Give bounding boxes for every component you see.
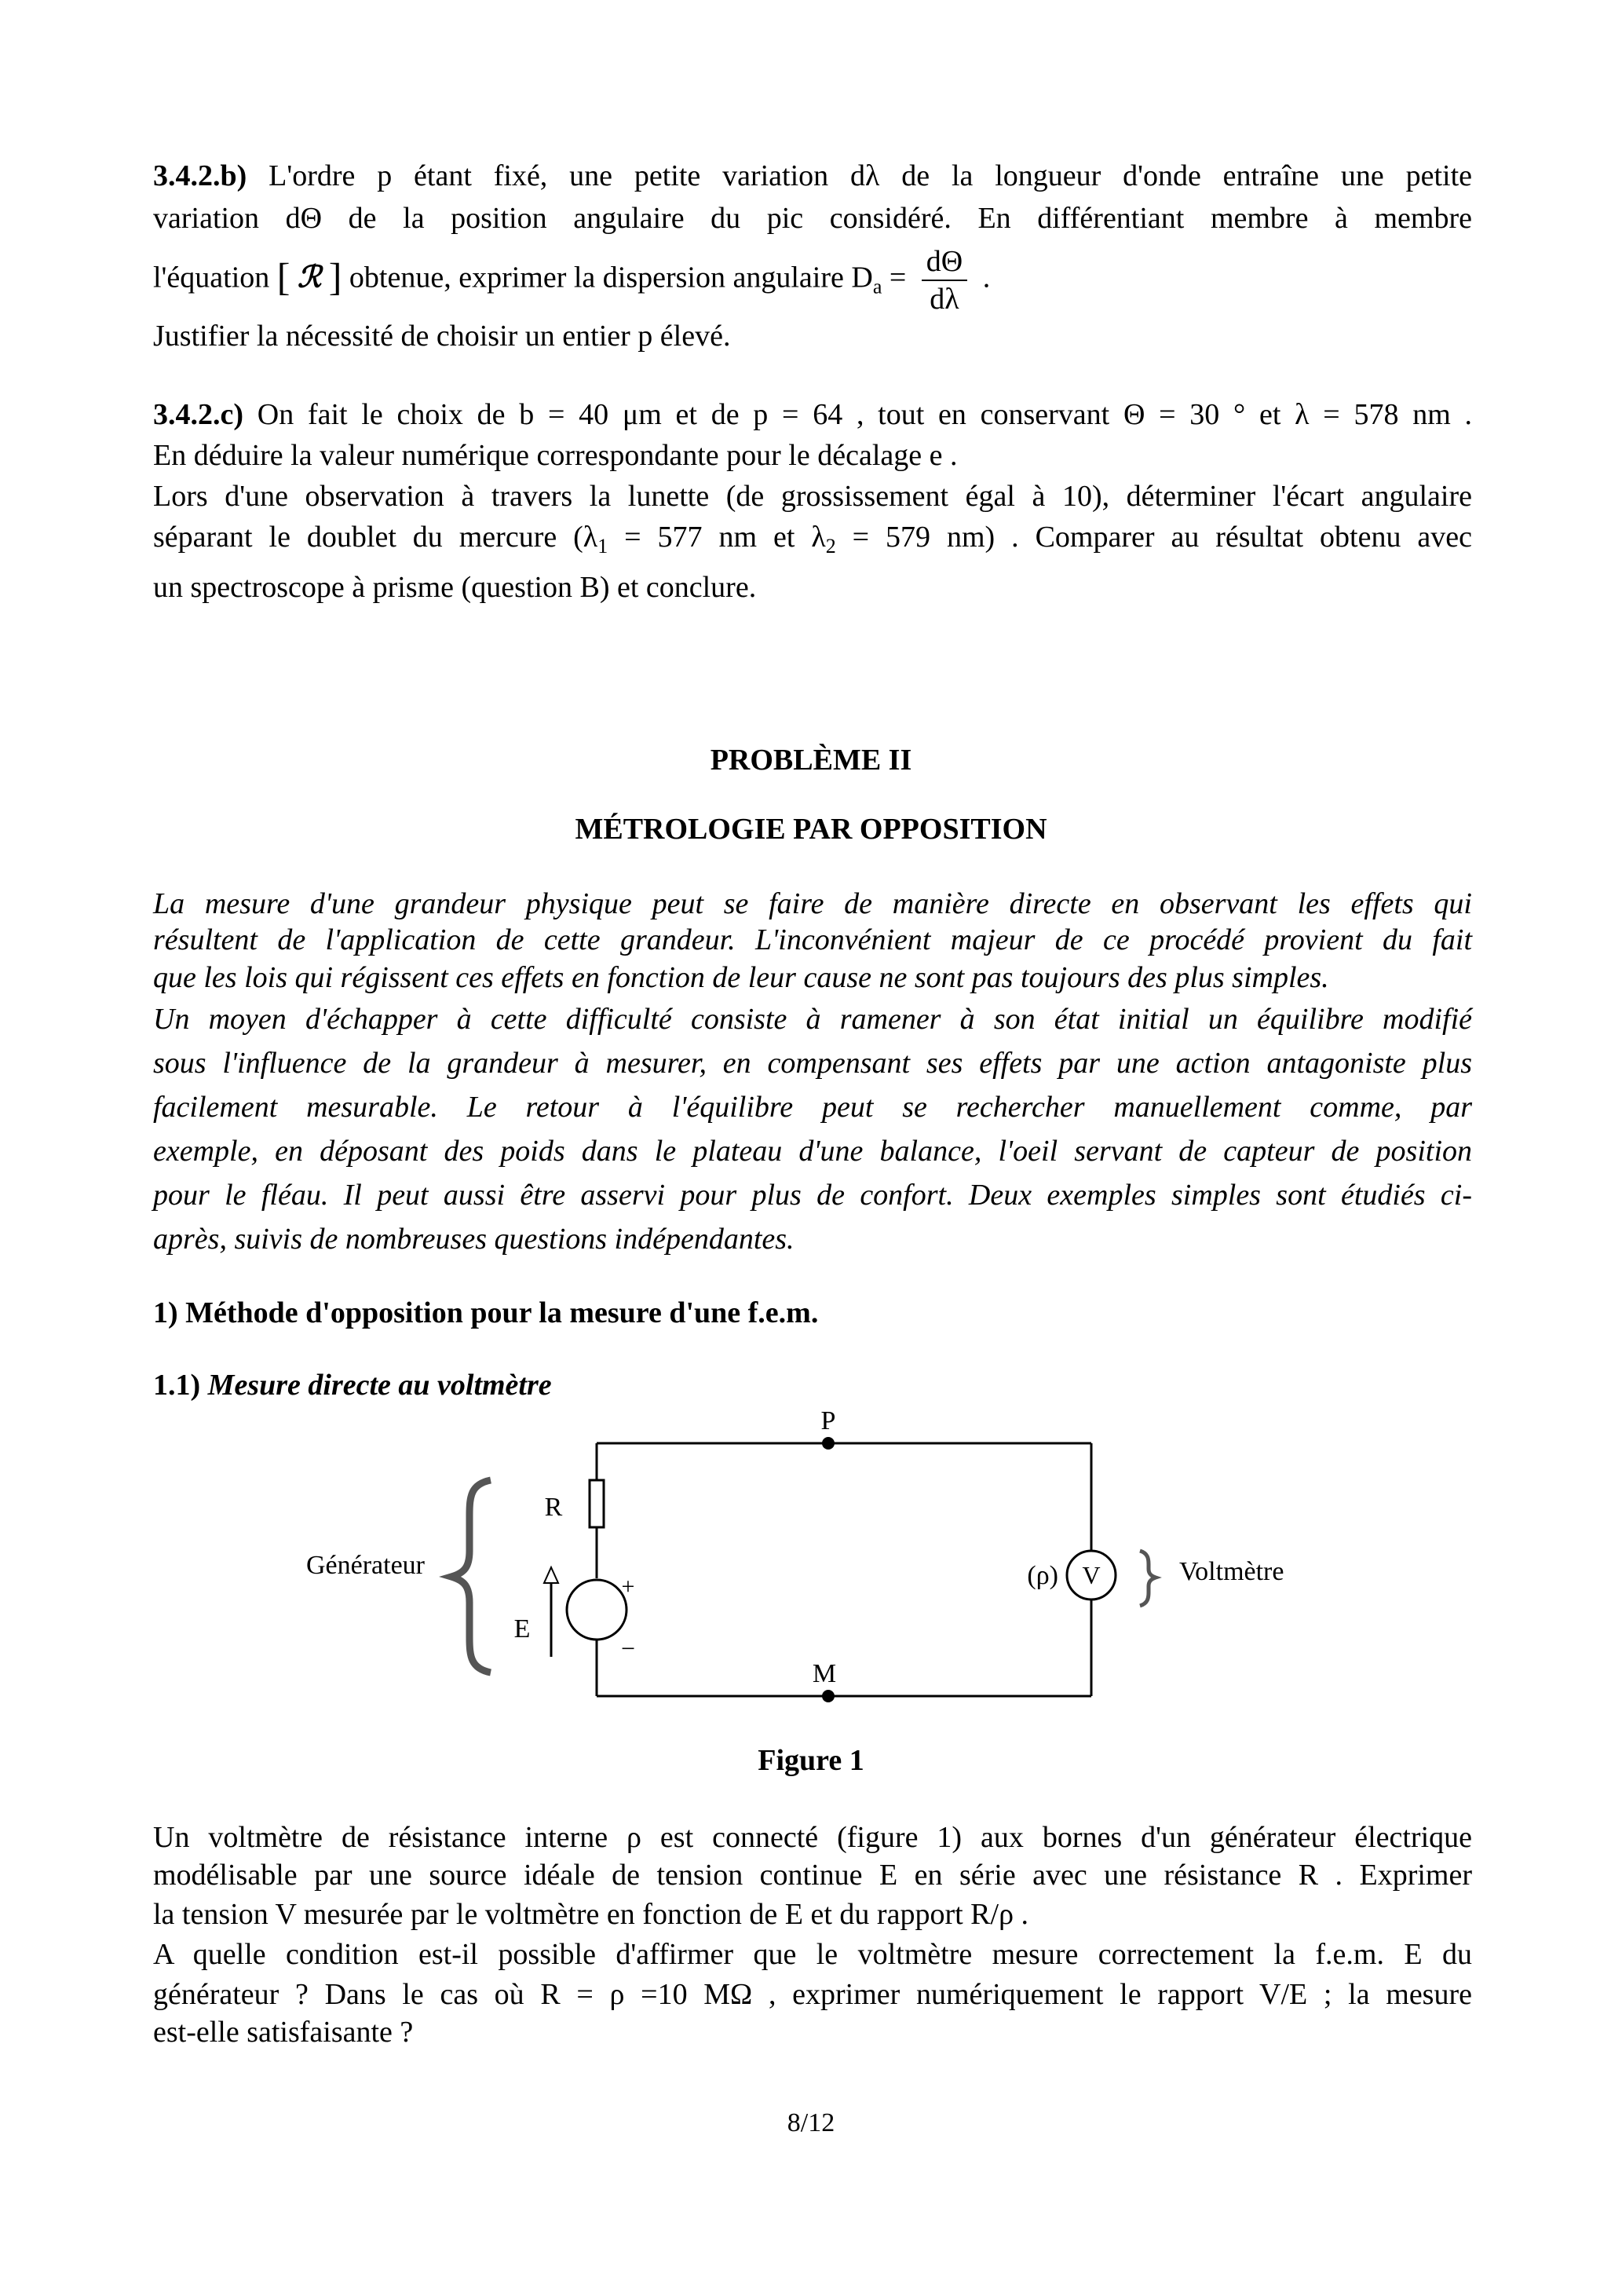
- q342c-line-4-post: = 579 nm) . Comparer au résultat obtenu avec: [835, 521, 1472, 554]
- fraction-numerator: dΘ: [922, 243, 967, 281]
- label-r: R: [544, 1493, 563, 1522]
- fraction-denominator: dλ: [930, 283, 959, 316]
- label-plus: +: [621, 1574, 635, 1600]
- intro-line-4: Un moyen d'échapper à cette difficulté consiste à ramener à son état initial un équilibre modifié: [153, 1003, 1472, 1036]
- q342b-line-3-end: .: [975, 261, 991, 294]
- problem-title: PROBLÈME II: [710, 744, 912, 777]
- section-1-1-heading: Mesure directe au voltmètre: [200, 1369, 552, 1402]
- resistor-r-symbol: [590, 1480, 604, 1527]
- bracket-close: ]: [328, 254, 342, 299]
- intro-line-1: La mesure d'une grandeur physique peut se faire de manière directe en observant les effets qui: [153, 887, 1472, 920]
- q11-line-2: modélisable par une source idéale de tension continue E en série avec une résistance R . Exprimer: [153, 1859, 1472, 1892]
- q11-line-6: est-elle satisfaisante ?: [153, 2016, 414, 2049]
- q342c-label: 3.4.2.c): [153, 398, 244, 431]
- section-1-1-number: 1.1): [153, 1369, 201, 1402]
- script-r-symbol: ℛ: [297, 258, 322, 294]
- generator-brace: [451, 1480, 491, 1673]
- intro-line-2: résultent de l'application de cette grandeur. L'inconvénient majeur de ce procédé provient du fait: [153, 923, 1472, 956]
- q342c-line-5: un spectroscope à prisme (question B) et conclure.: [153, 571, 757, 604]
- problem-subtitle: MÉTROLOGIE PAR OPPOSITION: [575, 813, 1047, 846]
- label-p: P: [820, 1406, 836, 1435]
- q342c-line-3: Lors d'une observation à travers la lunette (de grossissement égal à 10), déterminer l'écart angulaire: [153, 480, 1472, 513]
- arrow-e-head: [544, 1567, 558, 1583]
- da-subscript: a: [872, 275, 882, 298]
- label-v: V: [1082, 1561, 1101, 1589]
- label-rho: (ρ): [1027, 1561, 1058, 1590]
- q342b-line-4: Justifier la nécessité de choisir un entier p élevé.: [153, 320, 731, 353]
- section-1-heading: 1) Méthode d'opposition pour la mesure d'une f.e.m.: [153, 1296, 819, 1329]
- page-number: 8/12: [787, 2108, 835, 2137]
- q11-line-3: la tension V mesurée par le voltmètre en fonction de E et du rapport R/ρ .: [153, 1898, 1029, 1931]
- label-generateur: Générateur: [306, 1551, 426, 1580]
- q342b-line-3-pre: l'équation: [153, 261, 277, 294]
- node-p: [822, 1437, 835, 1450]
- figure-1-caption: Figure 1: [758, 1744, 864, 1777]
- intro-line-5: sous l'influence de la grandeur à mesurer, en compensant ses effets par une action antagoniste plus: [153, 1047, 1472, 1080]
- voltmeter-brace: [1140, 1551, 1156, 1606]
- intro-line-6: facilement mesurable. Le retour à l'équilibre peut se rechercher manuellement comme, par: [153, 1091, 1472, 1124]
- q342c-line-1-text: On fait le choix de b = 40 μm et de p = 64 , tout en conservant Θ = 30 ° et λ = 578 nm .: [243, 398, 1472, 431]
- q342b-line-1-text: L'ordre p étant fixé, une petite variation dλ de la longueur d'onde entraîne une petite: [247, 159, 1472, 192]
- q11-line-1: Un voltmètre de résistance interne ρ est connecté (figure 1) aux bornes d'un générateur électrique: [153, 1821, 1472, 1854]
- q342b-line-3-mid: obtenue, exprimer la dispersion angulaire D: [342, 261, 873, 294]
- equals-sign: =: [882, 261, 914, 294]
- label-voltmetre: Voltmètre: [1179, 1557, 1284, 1586]
- q342b-label: 3.4.2.b): [153, 159, 247, 192]
- label-e: E: [513, 1614, 531, 1643]
- node-m: [822, 1690, 835, 1702]
- q342b-line-2: variation dΘ de la position angulaire du pic considéré. En différentiant membre à membre: [153, 202, 1472, 235]
- generator-source-symbol: [567, 1580, 627, 1640]
- q342c-line-4-mid: = 577 nm et λ: [608, 521, 826, 554]
- lambda-2-subscript: 2: [825, 535, 836, 558]
- intro-line-7: exemple, en déposant des poids dans le plateau d'une balance, l'oeil servant de capteur de position: [153, 1135, 1472, 1168]
- intro-line-3: que les lois qui régissent ces effets en fonction de leur cause ne sont pas toujours des plus simples.: [153, 961, 1329, 994]
- label-m: M: [812, 1659, 837, 1688]
- bracket-open: [: [276, 254, 290, 299]
- intro-line-8: pour le fléau. Il peut aussi être asservi pour plus de confort. Deux exemples simples sont étudiés ci-: [153, 1179, 1472, 1212]
- q11-line-5: générateur ? Dans le cas où R = ρ =10 MΩ , exprimer numériquement le rapport V/E ; la mesure: [153, 1978, 1472, 2011]
- q342c-line-2: En déduire la valeur numérique correspondante pour le décalage e .: [153, 439, 958, 472]
- lambda-1-subscript: 1: [597, 535, 608, 558]
- intro-line-9: après, suivis de nombreuses questions indépendantes.: [153, 1223, 795, 1256]
- label-minus: −: [620, 1634, 636, 1662]
- question-1-1: [153, 1819, 1472, 2049]
- q11-line-4: A quelle condition est-il possible d'affirmer que le voltmètre mesure correctement la f.e.m. E du: [153, 1938, 1472, 1971]
- q342c-line-4-pre: séparant le doublet du mercure (λ: [153, 521, 598, 554]
